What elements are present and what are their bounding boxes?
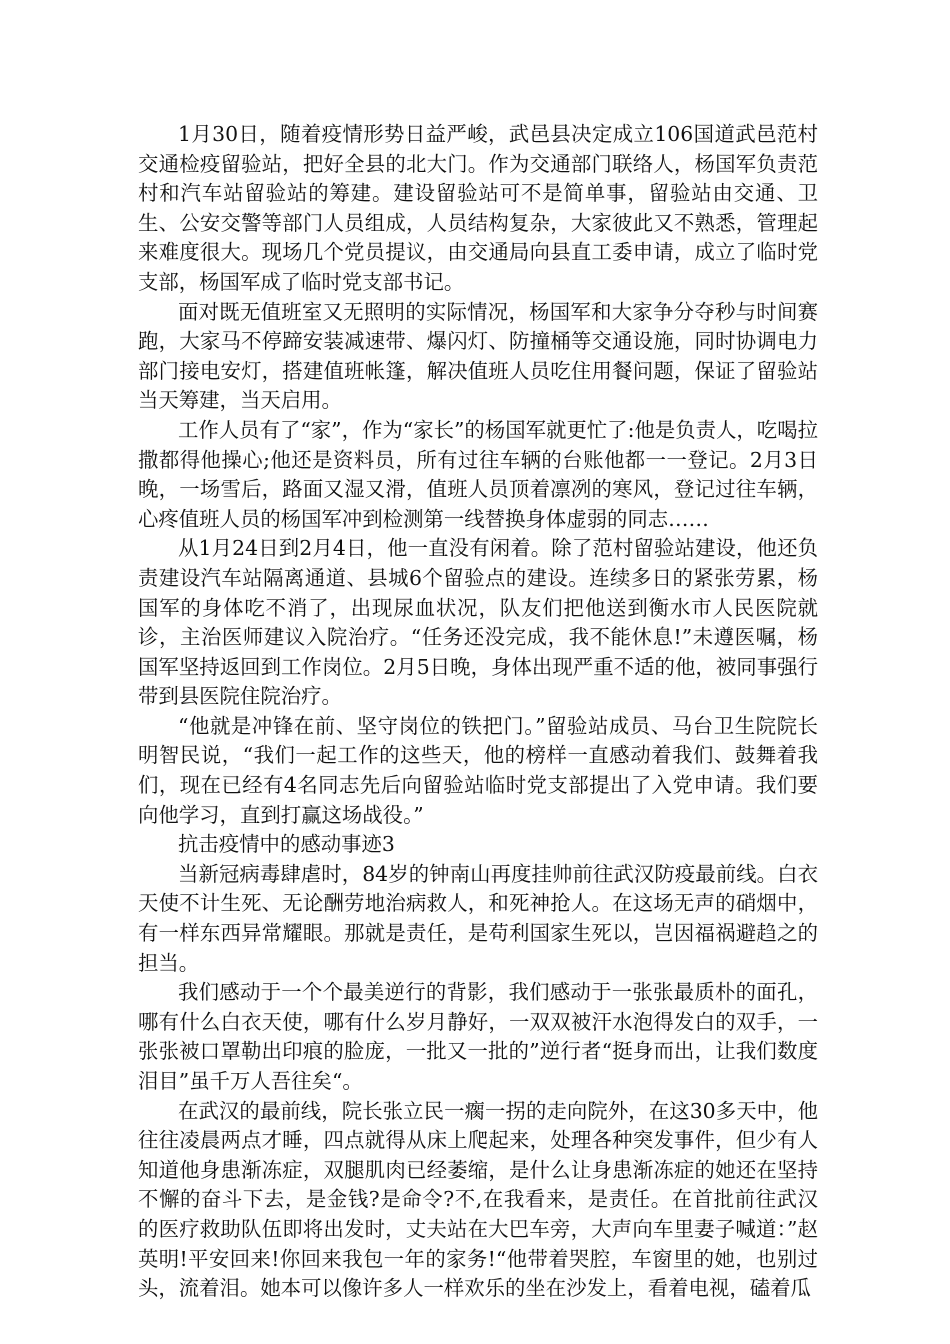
paragraph-iron-gatekeeper: “他就是冲锋在前、坚守岗位的铁把门。”留验站成员、马台卫生院院长明智民说，“我们一起工作的这些天，他的榜样一直感动着我们、鼓舞着我们，现在已经有4名同志先后向留验站临时党支部提出了入党申请。我们要向他学习，直到打赢这场战役。” (138, 713, 818, 827)
paragraph-zhong-nanshan: 当新冠病毒肆虐时，84岁的钟南山再度挂帅前往武汉防疫最前线。白衣天使不计生死、无论酬劳地治病救人，和死神抢人。在这场无声的硝烟中，有一样东西异常耀眼。那就是责任，是苟利国家生死以，岂因福祸避趋之的担当。 (138, 861, 818, 975)
document-page (138, 120, 818, 1304)
paragraph-front-line-wuhan: 在武汉的最前线，院长张立民一瘸一拐的走向院外，在这30多天中，他往往凌晨两点才睡，四点就得从床上爬起来，处理各种突发事件，但少有人知道他身患渐冻症，双腿肌肉已经萎缩，是什么让身患渐冻症的她还在坚持不懈的奋斗下去，是金钱?是命令?不,在我看来，是责任。在首批前往武汉的医疗救助队伍即将出发时，丈夫站在大巴车旁，大声向车里妻子喊道：”赵英明!平安回来!你回来我包一年的家务!“他带着哭腔，车窗里的她，也别过头，流着泪。她本可以像许多人一样欢乐的坐在沙发上，看着电视，磕着瓜 (138, 1098, 818, 1301)
section-heading: 抗击疫情中的感动事迹3 (178, 832, 395, 857)
paragraph-retrograde-heroes: 我们感动于一个个最美逆行的背影，我们感动于一张张最质朴的面孔，哪有什么白衣天使，哪有什么岁月静好，一双双被汗水泡得发白的双手，一张张被口罩勒出印痕的脸庞，一批又一批的”逆行者“挺身而出，让我们数度泪目”虽千万人吾往矣“。 (138, 980, 818, 1093)
paragraph-head-of-home: 工作人员有了“家”，作为“家长”的杨国军就更忙了:他是负责人，吃喝拉撒都得他操心;他还是资料员，所有过往车辆的台账他都一一登记。2月3日晚，一场雪后，路面又湿又滑，值班人员顶着凛冽的寒风，登记过往车辆，心疼值班人员的杨国军冲到检测第一线替换身体虚弱的同志…… (138, 417, 818, 531)
paragraph-checkpoint-setup: 1月30日，随着疫情形势日益严峻，武邑县决定成立106国道武邑范村交通检疫留验站，把好全县的北大门。作为交通部门联络人，杨国军负责范村和汽车站留验站的筹建。建设留验站可不是简单事，留验站由交通、卫生、公安交警等部门人员组成，人员结构复杂，大家彼此又不熟悉，管理起来难度很大。现场几个党员提议，由交通局向县直工委申请，成立了临时党支部，杨国军成了临时党支部书记。 (138, 122, 818, 294)
paragraph-race-against-time: 面对既无值班室又无照明的实际情况，杨国军和大家争分夺秒与时间赛跑，大家马不停蹄安装减速带、爆闪灯、防撞桶等交通设施，同时协调电力部门接电安灯，搭建值班帐篷，解决值班人员吃住用餐问题，保证了留验站当天筹建，当天启用。 (138, 299, 818, 413)
paragraph-no-rest: 从1月24日到2月4日，他一直没有闲着。除了范村留验站建设，他还负责建设汽车站隔离通道、县城6个留验点的建设。连续多日的紧张劳累，杨国军的身体吃不消了，出现尿血状况，队友们把他送到衡水市人民医院就诊，主治医师建议入院治疗。“任务还没完成，我不能休息!”未遵医嘱，杨国军坚持返回到工作岗位。2月5日晚，身体出现严重不适的他，被同事强行带到县医院住院治疗。 (138, 536, 818, 709)
